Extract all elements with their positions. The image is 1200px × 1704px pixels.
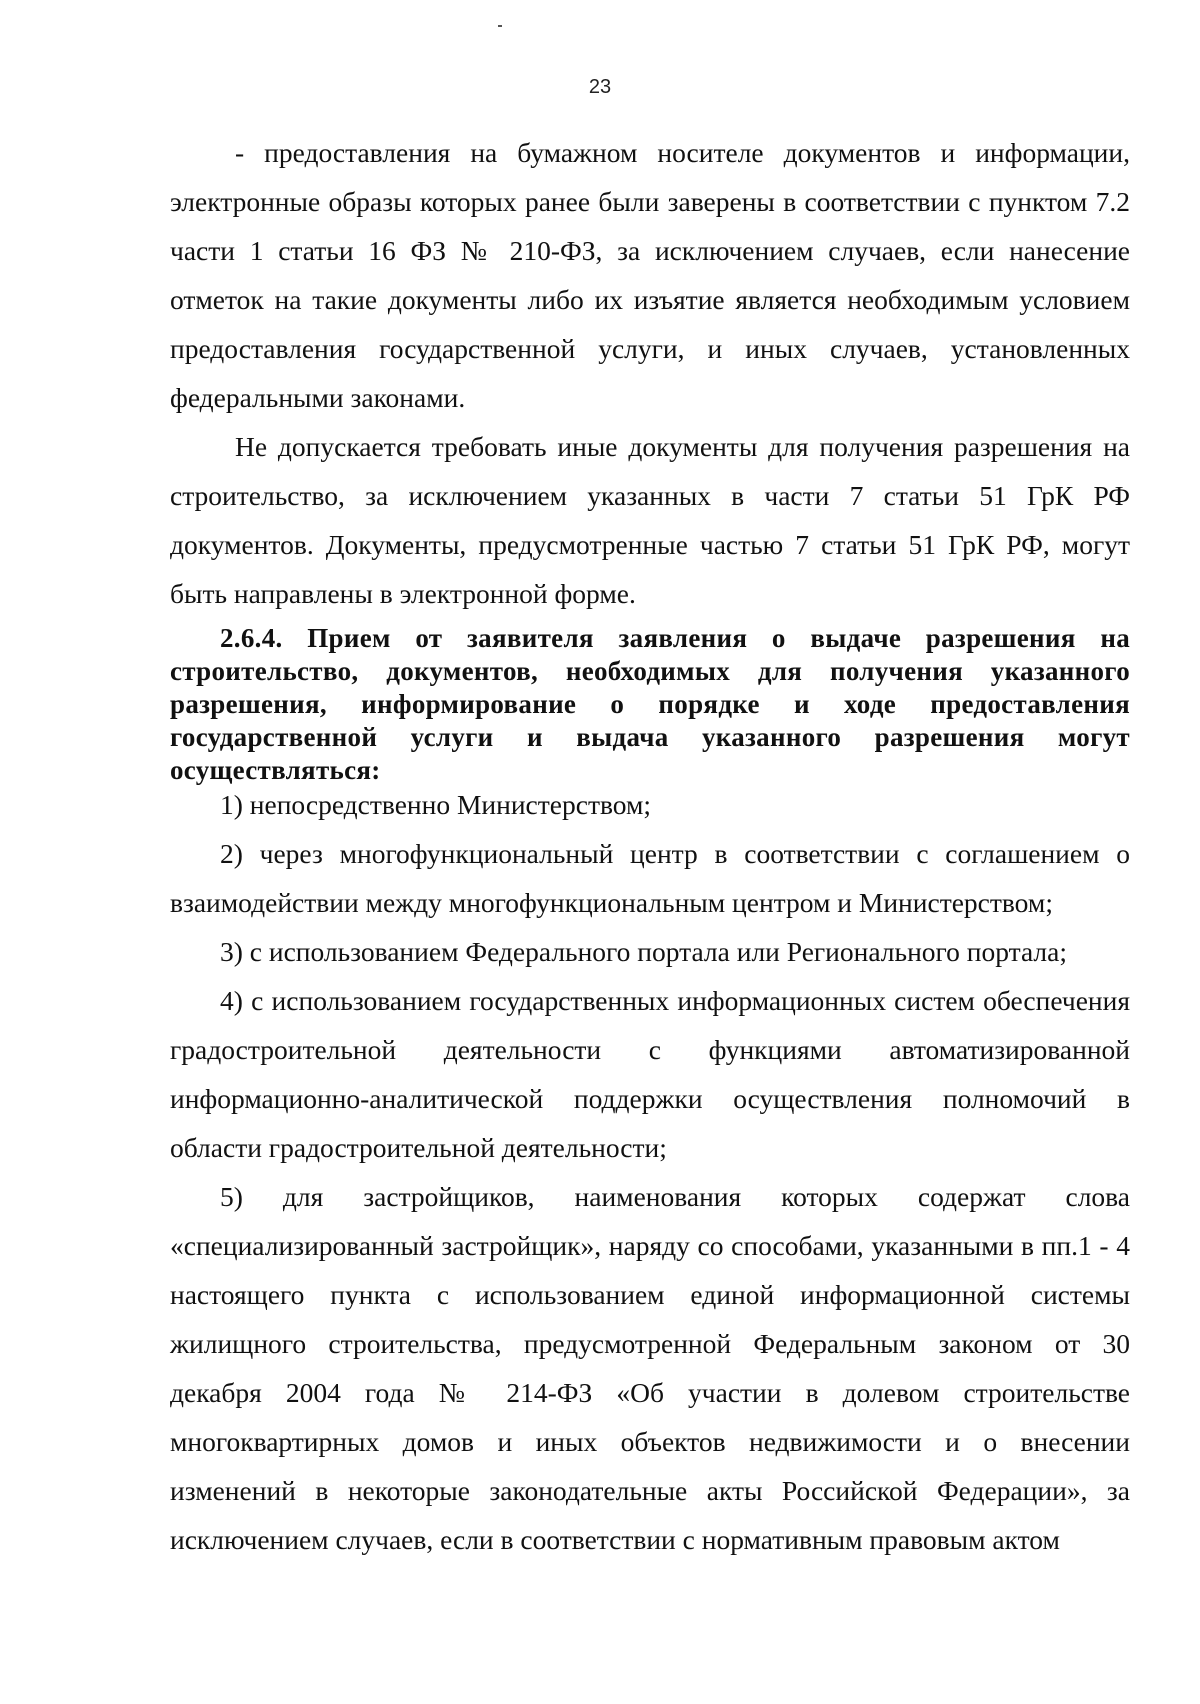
list-item: 5) для застройщиков, наименования которых содержат слова «специализированный застройщик», наряду со способами, указанными в пп.1 - 4 настоящего пункта с использованием единой информационной системы жилищного строительства, предусмотренной Федеральным законом от 30 декабря 2004 года № 214-ФЗ «Об участии в долевом строительстве многоквартирных домов и иных объектов недвижимости и о внесении изменений в некоторые законодательные акты Российской Федерации», за исключением случаев, если в соответствии с нормативным правовым актом <box>170 1181 1130 1555</box>
scan-speck <box>498 25 502 27</box>
paragraph-paper-documents: - предоставления на бумажном носителе документов и информации, электронные образы которых ранее были заверены в соответствии с пунктом 7.2 части 1 статьи 16 ФЗ № 210-ФЗ, за исключением случаев, если нанесение отметок на такие документы либо их изъятие является необходимым условием предоставления государственной услуги, и иных случаев, установленных федеральными законами. <box>170 137 1130 413</box>
list-item: 2) через многофункциональный центр в соответствии с соглашением о взаимодействии между многофункциональным центром и Министерством; <box>170 838 1130 918</box>
section-heading-2-6-4: 2.6.4. Прием от заявителя заявления о выдаче разрешения на строительство, документов, необходимых для получения указанного разрешения, информирование о порядке и ходе предоставления государственной услуги и выдача указанного разрешения могут осуществляться: <box>170 623 1130 785</box>
list-item: 4) с использованием государственных информационных систем обеспечения градостроительной деятельности с функциями автоматизированной информационно-аналитической поддержки осуществления полномочий в области градостроительной деятельности; <box>170 985 1130 1163</box>
page-number: 23 <box>588 76 612 98</box>
list-item: 3) с использованием Федерального портала или Регионального портала; <box>220 936 1067 967</box>
paragraph-no-other-documents: Не допускается требовать иные документы для получения разрешения на строительство, за исключением указанных в части 7 статьи 51 ГрК РФ документов. Документы, предусмотренные частью 7 статьи 51 ГрК РФ, могут быть направлены в электронной форме. <box>170 431 1130 609</box>
list-item: 1) непосредственно Министерством; <box>220 789 652 820</box>
